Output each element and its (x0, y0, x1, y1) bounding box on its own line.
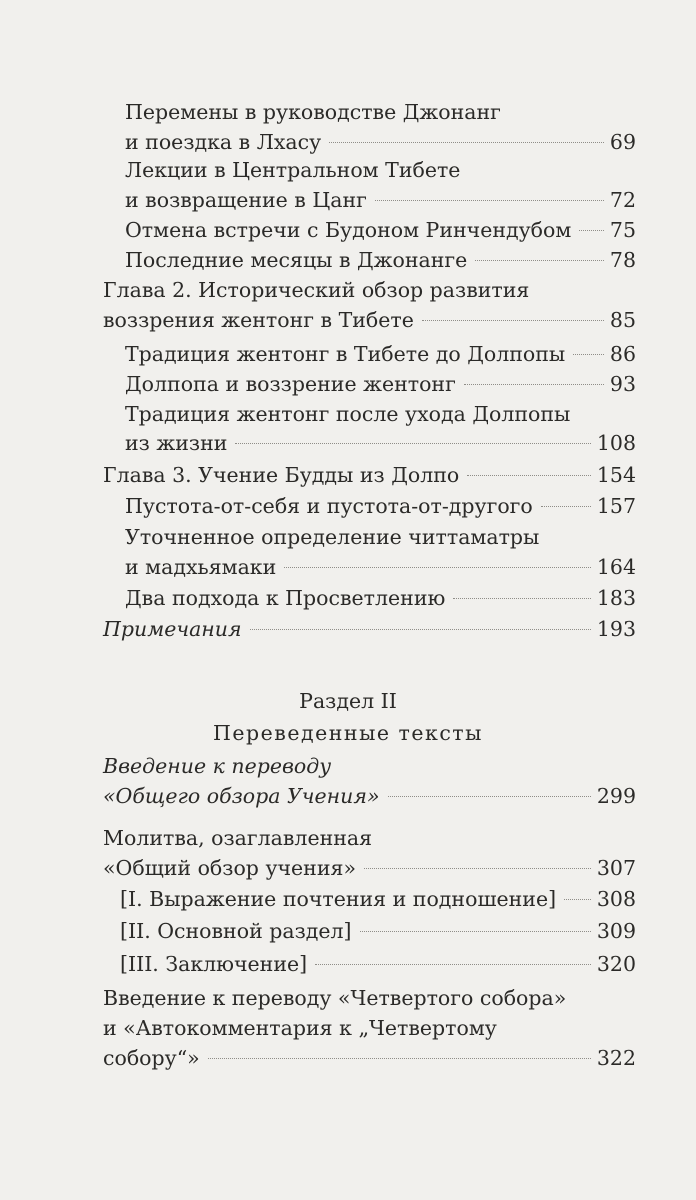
toc-entry-title: Два подхода к Просветлению (125, 586, 446, 610)
page-number: 322 (596, 1046, 636, 1070)
toc-chapter-title: воззрения жентонг в Тибете (103, 308, 414, 332)
toc-chapter[interactable] (103, 305, 636, 335)
dot-leader (375, 200, 604, 201)
page-number: 108 (596, 431, 636, 455)
page-number: 85 (609, 308, 636, 332)
toc-entry[interactable] (125, 428, 636, 458)
toc-entry-line: Введение к переводу «Четвертого собора» (103, 986, 567, 1010)
toc-entry-title: и возвращение в Цанг (125, 188, 367, 212)
toc-entry-title: «Общий обзор учения» (103, 856, 356, 880)
dot-leader (364, 868, 591, 869)
toc-entry[interactable] (125, 245, 636, 275)
section-title: Переведенные тексты (213, 721, 483, 745)
dot-leader (541, 506, 591, 507)
toc-entry-line: Лекции в Центральном Тибете (125, 158, 461, 182)
page-number: 154 (596, 463, 636, 487)
toc-chapter-title: Глава 3. Учение Будды из Долпо (103, 463, 460, 487)
page-number: 193 (596, 617, 636, 641)
dot-leader (329, 142, 604, 143)
toc-entry[interactable] (125, 369, 636, 399)
toc-entry-title: Отмена встречи с Будоном Ринчендубом (125, 218, 572, 242)
page-number: 164 (596, 555, 636, 579)
toc-entry-title: [I. Выражение почтения и подношение] (120, 887, 557, 911)
toc-chapter[interactable] (103, 460, 636, 490)
chapter-heading-line: Глава 2. Исторический обзор развития (103, 278, 530, 302)
dot-leader (464, 384, 604, 385)
toc-entry[interactable] (125, 215, 636, 245)
section-label: Раздел II (299, 689, 397, 713)
toc-entry-line: Молитва, озаглавленная (103, 826, 373, 850)
toc-entry[interactable] (125, 339, 636, 369)
toc-entry-title: Традиция жентонг в Тибете до Долпопы (125, 342, 566, 366)
page-number: 93 (609, 372, 636, 396)
toc-entry[interactable] (120, 884, 636, 914)
toc-entry[interactable] (125, 127, 636, 157)
page-number: 320 (596, 952, 636, 976)
toc-entry-title: и мадхьямаки (125, 555, 277, 579)
toc-entry-title: «Общего обзора Учения» (103, 784, 380, 808)
dot-leader (315, 964, 591, 965)
page-number: 307 (596, 856, 636, 880)
toc-entry[interactable] (103, 1043, 636, 1073)
page-number: 309 (596, 919, 636, 943)
page-number: 78 (609, 248, 636, 272)
page-number: 183 (596, 586, 636, 610)
page-number: 157 (596, 494, 636, 518)
page-number: 299 (596, 784, 636, 808)
toc-entry[interactable] (120, 916, 636, 946)
page-number: 308 (596, 887, 636, 911)
toc-entry-title: и поездка в Лхасу (125, 130, 322, 154)
toc-entry-line: и «Автокомментария к „Четвертому (103, 1016, 497, 1040)
toc-entry[interactable] (125, 185, 636, 215)
dot-leader (284, 567, 591, 568)
dot-leader (453, 598, 591, 599)
toc-entry[interactable] (120, 949, 636, 979)
toc-entry-title: из жизни (125, 431, 228, 455)
toc-notes-title: Примечания (103, 617, 242, 641)
toc-entry[interactable] (103, 781, 636, 811)
dot-leader (564, 899, 591, 900)
toc-entry[interactable] (103, 853, 636, 883)
toc-entry-line: Уточненное определение читтаматры (125, 525, 540, 549)
dot-leader (579, 230, 604, 231)
toc-entry[interactable] (125, 491, 636, 521)
toc-entry-line: Перемены в руководстве Джонанг (125, 100, 501, 124)
toc-entry-line: Традиция жентонг после ухода Долпопы (125, 402, 571, 426)
dot-leader (573, 354, 604, 355)
toc-entry-line: Введение к переводу (103, 754, 332, 778)
toc-entry-title: Последние месяцы в Джонанге (125, 248, 468, 272)
toc-entry-title: [III. Заключение] (120, 952, 308, 976)
toc-entry-title: [II. Основной раздел] (120, 919, 352, 943)
page-number: 86 (609, 342, 636, 366)
dot-leader (360, 931, 591, 932)
toc-notes[interactable] (103, 614, 636, 644)
dot-leader (208, 1058, 591, 1059)
dot-leader (250, 629, 591, 630)
toc-entry-title: собору“» (103, 1046, 200, 1070)
dot-leader (388, 796, 591, 797)
page-number: 72 (609, 188, 636, 212)
dot-leader (467, 475, 591, 476)
toc-entry[interactable] (125, 583, 636, 613)
dot-leader (422, 320, 604, 321)
toc-entry-title: Долпопа и воззрение жентонг (125, 372, 456, 396)
toc-entry[interactable] (125, 552, 636, 582)
dot-leader (475, 260, 604, 261)
page-number: 75 (609, 218, 636, 242)
page-number: 69 (609, 130, 636, 154)
toc-entry-title: Пустота-от-себя и пустота-от-другого (125, 494, 533, 518)
dot-leader (235, 443, 590, 444)
